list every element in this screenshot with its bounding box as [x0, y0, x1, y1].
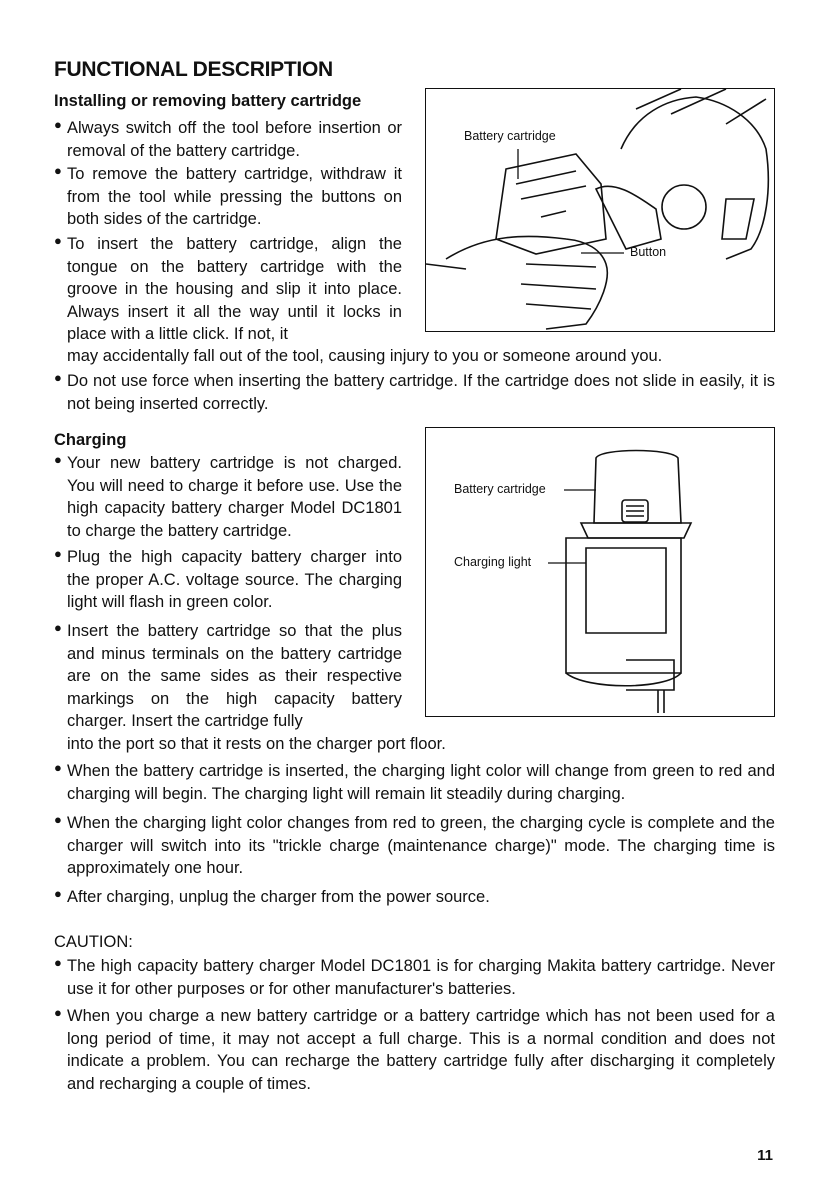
- section-heading-installing: Installing or removing battery cartridge: [54, 92, 362, 110]
- list-item: ● After charging, unplug the charger from the power source.: [54, 886, 490, 906]
- continuation-text: into the port so that it rests on the charger port floor.: [67, 735, 446, 753]
- bullet-icon: ●: [54, 452, 62, 467]
- bullet-icon: ●: [54, 163, 62, 178]
- label-charging-light: Charging light: [454, 555, 532, 569]
- figure-charger: [425, 427, 775, 717]
- bullet-icon: ●: [54, 1005, 62, 1020]
- list-item: ● The high capacity battery charger Model DC1801 is for charging Makita battery cartridge. Never use it for other purposes or for other manufacturer's batteries.: [54, 955, 775, 998]
- section-heading-charging: Charging: [54, 431, 127, 449]
- label-battery-cartridge: Battery cartridge: [454, 482, 546, 496]
- page-title: FUNCTIONAL DESCRIPTION: [54, 58, 333, 81]
- bullet-icon: ●: [54, 620, 62, 635]
- list-item: ● Insert the battery cartridge so that the plus and minus terminals on the battery cartridge are on the same sides as their respective markings on the high capacity battery charger. Insert the cartridge fully: [54, 620, 402, 731]
- figure-battery-install: [425, 88, 775, 332]
- tool-illustration: [426, 89, 774, 331]
- label-button: Button: [630, 245, 667, 259]
- list-item: ● When the battery cartridge is inserted, the charging light color will change from green to red and charging will begin. The charging light will remain lit steadily during charging.: [54, 760, 775, 803]
- list-item: ● Do not use force when inserting the battery cartridge. If the cartridge does not slide in easily, it is not being inserted correctly.: [54, 370, 775, 413]
- bullet-icon: ●: [54, 955, 62, 970]
- caution-heading: CAUTION:: [54, 933, 133, 951]
- bullet-icon: ●: [54, 370, 62, 385]
- charger-illustration: [426, 428, 774, 716]
- list-item: ● Plug the high capacity battery charger into the proper A.C. voltage source. The charging light will flash in green color.: [54, 546, 402, 612]
- label-battery-cartridge: Battery cartridge: [464, 129, 556, 143]
- bullet-icon: ●: [54, 812, 62, 827]
- bullet-icon: ●: [54, 886, 62, 901]
- list-item: ● To remove the battery cartridge, withdraw it from the tool while pressing the buttons on both sides of the cartridge.: [54, 163, 402, 229]
- list-item: ● Your new battery cartridge is not charged. You will need to charge it before use. Use the high capacity battery charger Model DC1801 to charge the battery cartridge.: [54, 452, 402, 540]
- list-item: ● When the charging light color changes from red to green, the charging cycle is complete and the charger will switch into its "trickle charge (maintenance charge)" mode. The charging time is approximately one hour.: [54, 812, 775, 878]
- list-item: ● When you charge a new battery cartridge or a battery cartridge which has not been used for a long period of time, it may not accept a full charge. This is a normal condition and does not indicate a problem. You can recharge the battery cartridge fully after discharging it completely and recharging a couple of times.: [54, 1005, 775, 1093]
- bullet-icon: ●: [54, 117, 62, 132]
- bullet-icon: ●: [54, 233, 62, 248]
- page-number: 11: [757, 1147, 773, 1164]
- list-item: ● To insert the battery cartridge, align the tongue on the battery cartridge with the groove in the housing and slip it into place. Always insert it all the way until it locks in place with a little click. If not, it: [54, 233, 402, 344]
- bullet-icon: ●: [54, 546, 62, 561]
- continuation-text: may accidentally fall out of the tool, causing injury to you or someone around you.: [67, 347, 663, 365]
- list-item: ● Always switch off the tool before insertion or removal of the battery cartridge.: [54, 117, 402, 160]
- bullet-icon: ●: [54, 760, 62, 775]
